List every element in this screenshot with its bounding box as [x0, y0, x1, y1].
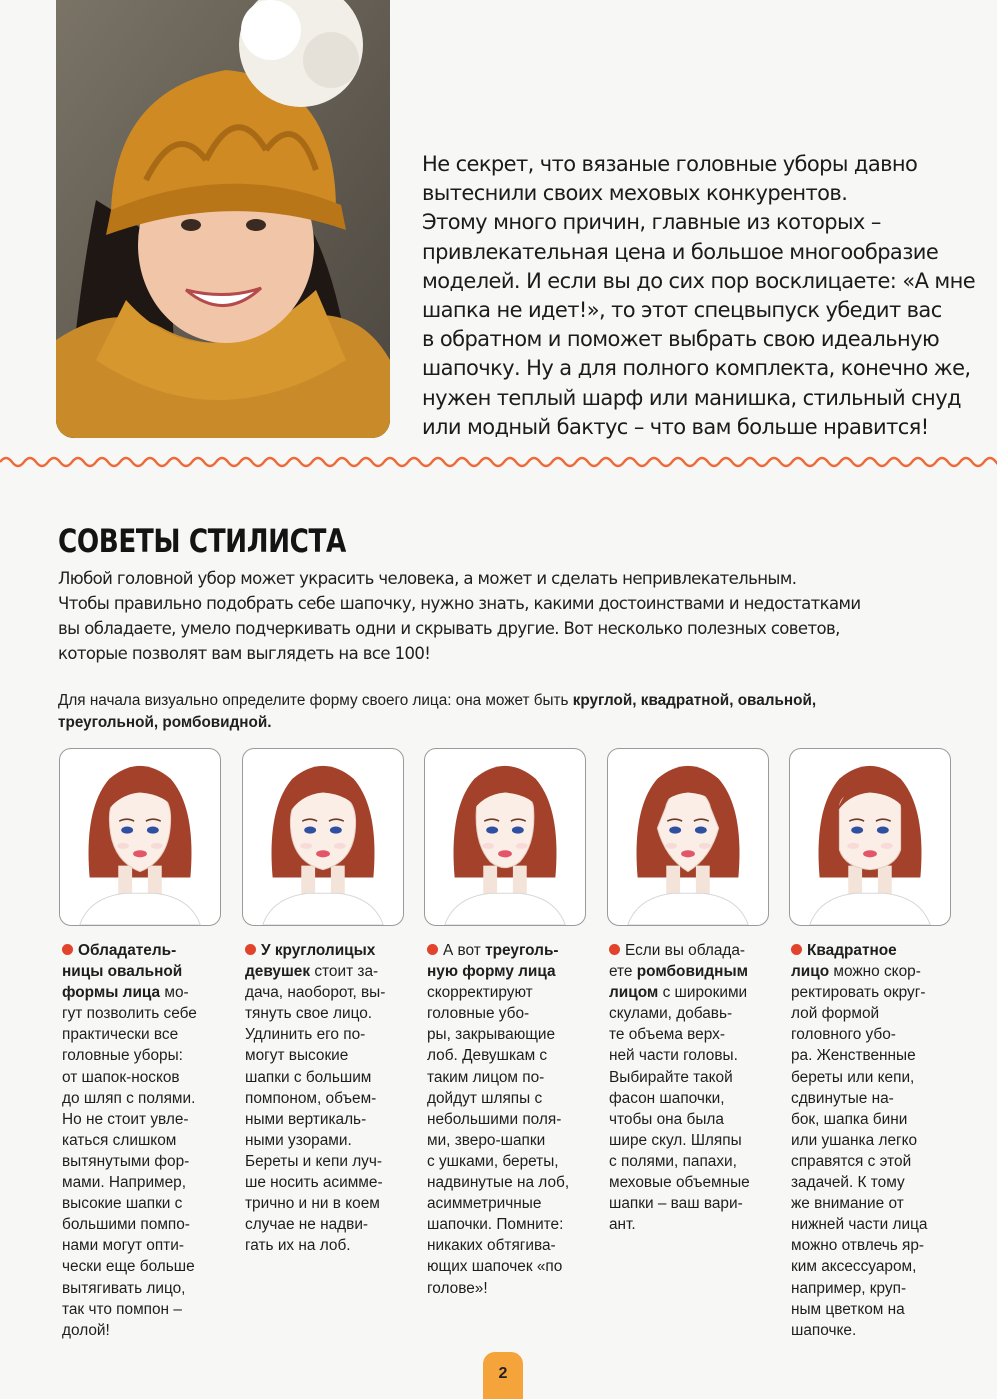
tip-line [62, 1299, 222, 1320]
intro-line: или модный бактус – что вам больше нравится! [422, 414, 929, 439]
tip-line [427, 1214, 587, 1235]
tip-highlight: треуголь- [485, 942, 559, 959]
tip-text: те объема верх- [609, 1026, 725, 1044]
shoulders [263, 893, 383, 925]
bullet-dot-icon [62, 944, 73, 955]
tip-text: задачей. К тому [791, 1174, 905, 1192]
tip-line [245, 1235, 405, 1256]
tip-text: никаких обтягива- [427, 1237, 556, 1255]
right-eye [877, 827, 889, 834]
tip-line [791, 1235, 951, 1256]
tip-text: ры, закрывающие [427, 1026, 556, 1044]
tip-text: справятся с этой [791, 1152, 912, 1170]
tip-text: гут позволить себе [62, 1005, 197, 1023]
tip-line [791, 1256, 951, 1277]
shoulders [810, 893, 930, 925]
lead-paragraph [58, 566, 958, 666]
tip-line [62, 1320, 222, 1341]
intro-line: моделей. И если вы до сих пор восклицаете: «А мне [422, 268, 976, 293]
tip-line [62, 1235, 222, 1256]
tip-line [62, 1256, 222, 1277]
tip-text: можно скор- [829, 963, 921, 981]
tip-text: лой формой [791, 1005, 880, 1023]
lead-line: Чтобы правильно подобрать себе шапочку, нужно знать, какими достоинствами и недостатками [58, 594, 861, 613]
tip-line [427, 1278, 587, 1299]
tip-line [427, 1024, 587, 1045]
tip-line [609, 1172, 769, 1193]
tip-line [609, 940, 769, 961]
tip-line [791, 1193, 951, 1214]
tip-text: нами могут опти- [62, 1237, 184, 1255]
tip-text: береты или кепи, [791, 1068, 915, 1086]
tip-line [427, 1256, 587, 1277]
tip-text: с полями, папахи, [609, 1152, 737, 1170]
left-eye [851, 827, 863, 834]
tip-line [427, 1235, 587, 1256]
lead-line: которые позволят вам выглядеть на все 100! [58, 644, 431, 663]
tip-line [791, 1045, 951, 1066]
tip-text: Но не стоит увле- [62, 1110, 189, 1128]
intro-paragraph [422, 150, 976, 442]
tip-line [427, 1172, 587, 1193]
left-eye [304, 827, 316, 834]
tip-text: помпоном, объем- [245, 1089, 377, 1107]
tip-text: фасон шапочки, [609, 1089, 725, 1107]
tip-line [62, 961, 222, 982]
right-eye [695, 827, 707, 834]
tip-text: трично и ни в коем [245, 1195, 380, 1213]
tip-line [609, 1151, 769, 1172]
tip-line [62, 1045, 222, 1066]
intro-line: вытеснили своих меховых конкурентов. [422, 181, 848, 206]
section-title: СОВЕТЫ СТИЛИСТА [58, 522, 346, 560]
face-illustration [608, 749, 768, 925]
tip-line [791, 1109, 951, 1130]
tip-line [609, 1024, 769, 1045]
right-eye [147, 827, 159, 834]
tip-line [245, 1067, 405, 1088]
bullet-dot-icon [609, 944, 620, 955]
tip-text: ными вертикаль- [245, 1110, 367, 1128]
right-eye [512, 827, 524, 834]
tip-line [609, 982, 769, 1003]
tip-text: сдвинутые на- [791, 1089, 894, 1107]
tip-line [791, 1088, 951, 1109]
tip-text: ющих шапочек «по [427, 1258, 563, 1276]
tip-text: так что помпон – [62, 1300, 182, 1318]
face-illustration [60, 749, 220, 925]
tip-line [62, 1151, 222, 1172]
tip-line [791, 961, 951, 982]
tip-text: шапки с большим [245, 1068, 372, 1086]
tip-line [427, 1109, 587, 1130]
tip-line [791, 1320, 951, 1341]
tip-line [791, 1299, 951, 1320]
tip-text: стоит за- [310, 963, 379, 981]
tip-highlight: лицо [791, 963, 830, 981]
tip-text: небольшими поля- [427, 1110, 562, 1128]
intro-line: Этому много причин, главные из которых – [422, 210, 881, 235]
lips [863, 850, 877, 857]
tip-text: ным цветком на [791, 1300, 905, 1318]
tip-text: Удлинить его по- [245, 1026, 366, 1044]
tip-oval [62, 940, 222, 1341]
left-eye [669, 827, 681, 834]
tip-text: вытягивать лицо, [62, 1279, 186, 1297]
face-card-oval [59, 748, 221, 926]
page-number: 2 [483, 1352, 523, 1399]
tip-text: надвинутые на лоб, [427, 1174, 570, 1192]
tip-line [791, 1024, 951, 1045]
right-blush [516, 843, 528, 849]
tip-text: Если вы облада- [625, 942, 746, 959]
tip-text: голове»! [427, 1279, 488, 1297]
hero-photo [56, 0, 390, 438]
tip-text: высокие шапки с [62, 1195, 183, 1213]
tip-text: дача, наоборот, вы- [245, 984, 386, 1002]
tip-text: ше носить асимме- [245, 1174, 383, 1192]
face-illustration [790, 749, 950, 925]
tip-text: Выбирайте такой [609, 1068, 733, 1086]
tip-text: или ушанка легко [791, 1131, 918, 1149]
tip-line [609, 1067, 769, 1088]
tip-text: головные уборы: [62, 1047, 183, 1065]
tip-text: ней части головы. [609, 1047, 738, 1065]
tip-line [609, 1109, 769, 1130]
right-blush [334, 843, 346, 849]
left-eye [486, 827, 498, 834]
tip-line [245, 1130, 405, 1151]
tip-line [609, 1045, 769, 1066]
tip-line [609, 1214, 769, 1235]
tip-line [62, 982, 222, 1003]
intro-line: шапочку. Ну а для полного комплекта, конечно же, [422, 356, 971, 381]
tip-text: ким аксессуаром, [791, 1258, 917, 1276]
tip-text: шапочке. [791, 1321, 857, 1339]
face-illustration [425, 749, 585, 925]
tip-line [609, 1130, 769, 1151]
tip-line [245, 982, 405, 1003]
tip-line [791, 1130, 951, 1151]
left-blush [117, 843, 129, 849]
tip-line [62, 1088, 222, 1109]
lead-line: Любой головной убор может украсить человека, а может и сделать непривлекательным. [58, 569, 797, 588]
bullet-dot-icon [791, 944, 802, 955]
tip-line [62, 1193, 222, 1214]
tip-text: каться слишком [62, 1131, 177, 1149]
tip-line [62, 1214, 222, 1235]
tip-text: могут высокие [245, 1047, 349, 1065]
tip-text: нижней части лица [791, 1216, 928, 1234]
lips [316, 850, 330, 857]
tip-text: вытянутыми фор- [62, 1152, 190, 1170]
tip-text: скорректируют [427, 984, 533, 1002]
right-blush [699, 843, 711, 849]
face-shapes-line-1 [58, 690, 958, 712]
face-card-diamond [607, 748, 769, 926]
tip-text: шапочки. Помните: [427, 1216, 564, 1234]
lips [681, 850, 695, 857]
tip-line [62, 1109, 222, 1130]
tip-line [62, 1003, 222, 1024]
tip-line [427, 1151, 587, 1172]
tip-text: ными узорами. [245, 1131, 352, 1149]
tip-text: с ушками, береты, [427, 1152, 559, 1170]
tip-text: ете [609, 963, 637, 981]
tip-highlight: Обладатель- [78, 942, 177, 959]
tip-text: большими помпо- [62, 1216, 190, 1234]
face-shapes-plain: Для начала визуально определите форму своего лица: она может быть [58, 692, 569, 709]
tip-text: же внимание от [791, 1195, 904, 1213]
tip-line [427, 961, 587, 982]
right-eye [330, 827, 342, 834]
face-card-square [789, 748, 951, 926]
intro-line: привлекательная цена и большое многообразие [422, 239, 939, 264]
tip-text: например, круп- [791, 1279, 907, 1297]
tip-line [62, 1024, 222, 1045]
tip-line [62, 940, 222, 961]
tip-round [245, 940, 405, 1256]
tip-line [245, 1214, 405, 1235]
tip-line [791, 982, 951, 1003]
tip-line [62, 1278, 222, 1299]
tip-text: шире скул. Шляпы [609, 1131, 742, 1149]
tip-text: ра. Женственные [791, 1047, 916, 1065]
tip-line [245, 1109, 405, 1130]
lead-line: вы обладаете, умело подчеркивать одни и скрывать другие. Вот несколько полезных советов, [58, 619, 840, 638]
tip-text: можно отвлечь яр- [791, 1237, 925, 1255]
left-blush [300, 843, 312, 849]
tip-line [245, 1088, 405, 1109]
left-blush [665, 843, 677, 849]
tip-highlight: Квадратное [807, 942, 897, 959]
shoulders [628, 893, 748, 925]
tip-text: долой! [62, 1321, 110, 1339]
shoulders [80, 893, 200, 925]
tip-line [791, 1172, 951, 1193]
face-shapes-intro [58, 690, 958, 734]
tip-highlight: ную форму лица [427, 963, 556, 981]
tip-line [609, 1088, 769, 1109]
tip-line [791, 940, 951, 961]
tip-text: лоб. Девушкам с [427, 1047, 548, 1065]
tip-line [791, 1214, 951, 1235]
wavy-divider [0, 450, 997, 474]
tip-triangle [427, 940, 587, 1299]
tip-text: мо- [160, 984, 189, 1002]
face-shapes-line-2 [58, 712, 958, 734]
tip-text: мами. Например, [62, 1174, 187, 1192]
tip-text: таким лицом по- [427, 1068, 545, 1086]
tip-line [245, 1151, 405, 1172]
bullet-dot-icon [245, 944, 256, 955]
intro-line: нужен теплый шарф или манишка, стильный снуд [422, 385, 961, 410]
tip-line [245, 1045, 405, 1066]
tip-diamond [609, 940, 769, 1235]
bullet-dot-icon [427, 944, 438, 955]
right-blush [881, 843, 893, 849]
tip-text: гать их на лоб. [245, 1237, 351, 1255]
tip-line [245, 1024, 405, 1045]
tip-text: тянуть свое лицо. [245, 1005, 373, 1023]
tip-text: дойдут шляпы с [427, 1089, 543, 1107]
tip-line [427, 1130, 587, 1151]
tip-text: с широкими [658, 984, 748, 1002]
tip-line [427, 1067, 587, 1088]
tip-line [609, 1193, 769, 1214]
tip-line [609, 1003, 769, 1024]
tip-line [427, 1003, 587, 1024]
tip-text: головные убо- [427, 1005, 530, 1023]
tip-line [427, 982, 587, 1003]
tip-line [791, 1278, 951, 1299]
left-eye [121, 827, 133, 834]
tip-line [427, 1088, 587, 1109]
right-blush [151, 843, 163, 849]
intro-line: Не секрет, что вязаные головные уборы давно [422, 152, 918, 176]
tip-text: от шапок-носков [62, 1068, 180, 1086]
face-shape [839, 791, 900, 870]
left-blush [482, 843, 494, 849]
tip-highlight: ромбовидным [636, 963, 748, 981]
tip-line [427, 1045, 587, 1066]
left-blush [847, 843, 859, 849]
face-card-triangle [424, 748, 586, 926]
tip-line [245, 961, 405, 982]
tip-line [62, 1130, 222, 1151]
tip-line [245, 1172, 405, 1193]
tip-text: скулами, добавь- [609, 1005, 733, 1023]
tip-line [791, 1151, 951, 1172]
tip-line [245, 1003, 405, 1024]
tip-highlight: формы лица [62, 984, 161, 1002]
tip-text: ректировать округ- [791, 984, 926, 1002]
tip-text: случае не надви- [245, 1216, 369, 1234]
face-shapes-bold: треугольной, ромбовидной. [58, 714, 272, 731]
face-illustration [243, 749, 403, 925]
tip-line [245, 1193, 405, 1214]
tip-line [427, 940, 587, 961]
tip-line [791, 1067, 951, 1088]
tip-highlight: У круглолицых [261, 942, 376, 959]
tip-line [62, 1067, 222, 1088]
tip-text: до шляп с полями. [62, 1089, 196, 1107]
tip-line [791, 1003, 951, 1024]
tip-text: асимметричные [427, 1195, 542, 1213]
lips [133, 850, 147, 857]
tip-text: чески еще больше [62, 1258, 195, 1276]
face-shapes-bold: круглой, квадратной, овальной, [572, 692, 817, 709]
tip-text: головного убо- [791, 1026, 896, 1044]
tip-text: чтобы она была [609, 1110, 724, 1128]
intro-line: шапка не идет!», то этот спецвыпуск убедит вас [422, 298, 942, 323]
tip-highlight: ницы овальной [62, 963, 183, 981]
tip-text: ант. [609, 1216, 636, 1234]
shoulders [445, 893, 565, 925]
tip-line [609, 961, 769, 982]
tip-line [245, 940, 405, 961]
lips [498, 850, 512, 857]
tip-text: шапки – ваш вари- [609, 1195, 743, 1213]
intro-line: в обратном и поможет выбрать свою идеальную [422, 327, 940, 352]
tip-highlight: девушек [245, 963, 311, 981]
face-card-round [242, 748, 404, 926]
tip-text: А вот [443, 942, 486, 959]
tip-text: Береты и кепи луч- [245, 1152, 383, 1170]
tip-text: бок, шапка бини [791, 1110, 908, 1128]
tip-square [791, 940, 951, 1341]
tip-text: меховые объемные [609, 1174, 750, 1192]
tip-text: ми, зверо-шапки [427, 1131, 546, 1149]
tip-highlight: лицом [609, 984, 659, 1002]
tip-line [62, 1172, 222, 1193]
tip-text: практически все [62, 1026, 179, 1044]
tip-line [427, 1193, 587, 1214]
